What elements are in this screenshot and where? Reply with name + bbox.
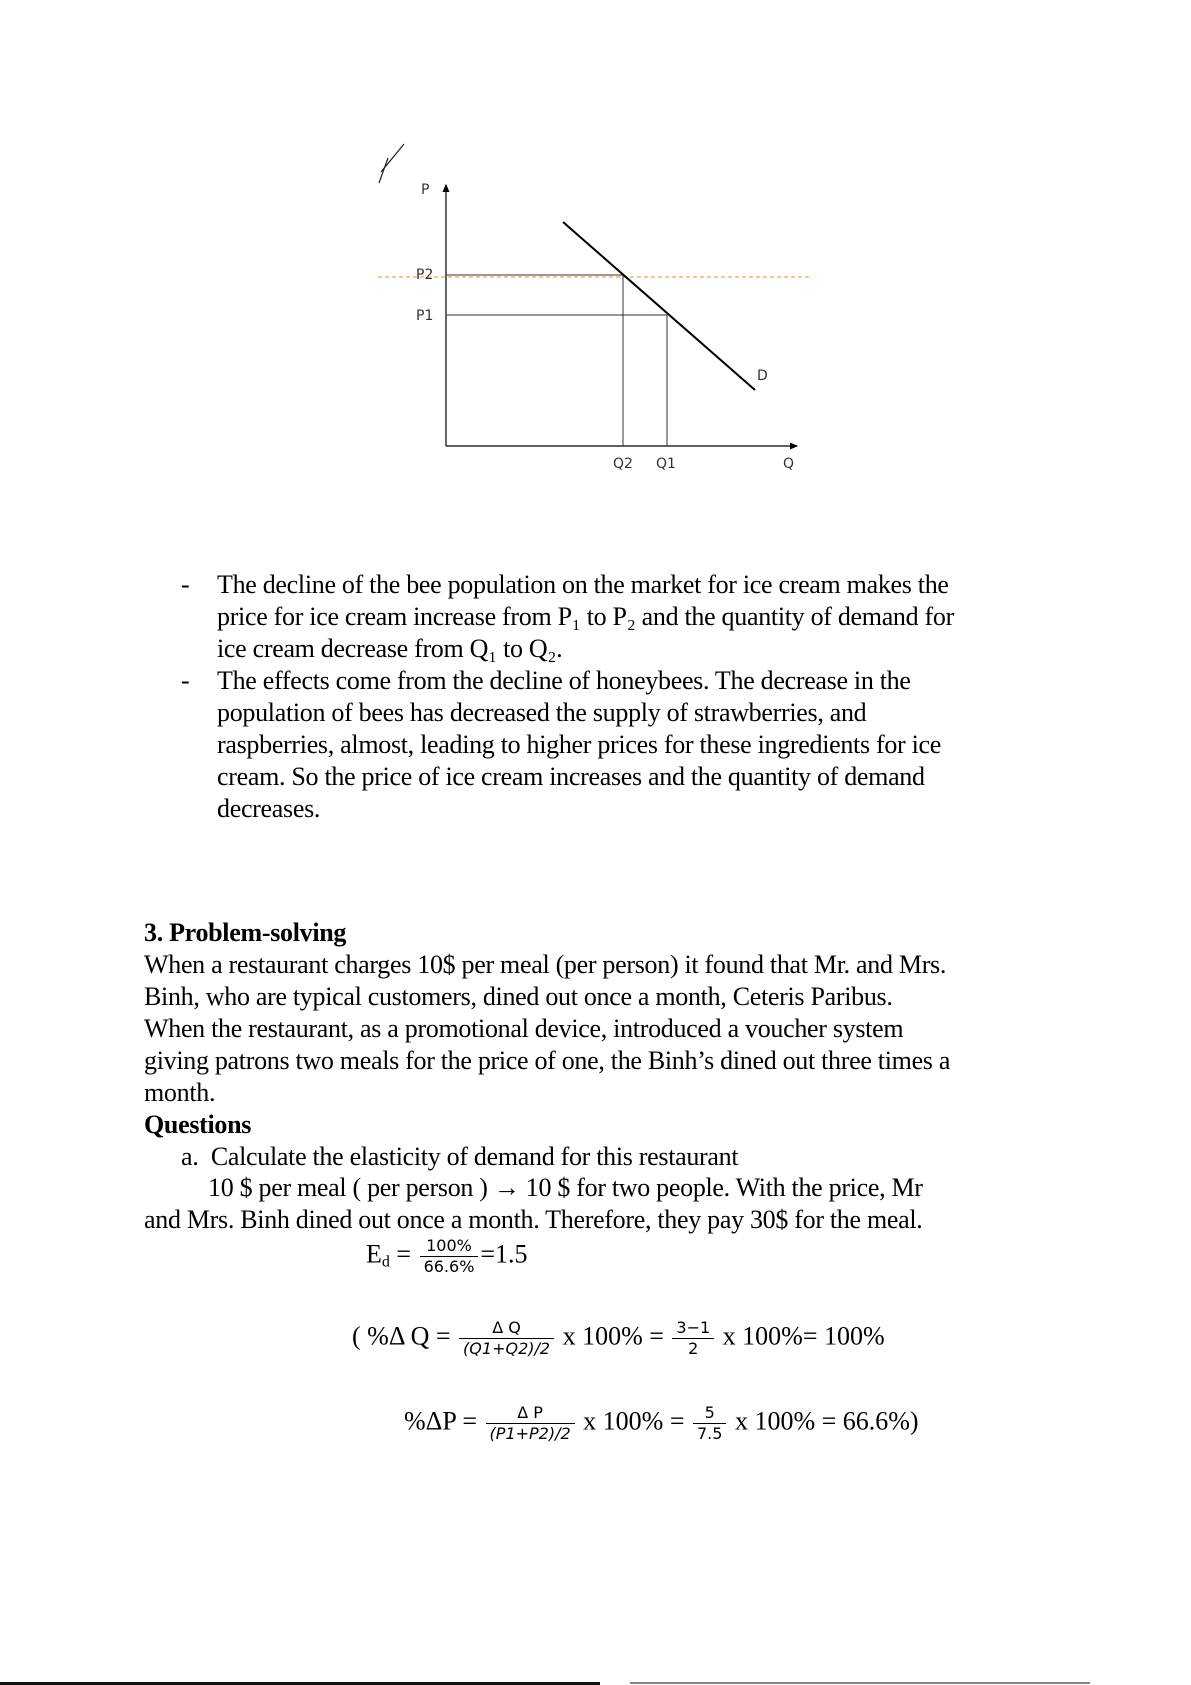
eq-prefix: %ΔP =	[404, 1406, 478, 1436]
eq-lhs: E	[366, 1239, 382, 1269]
eq-suffix: x 100%= 100%	[722, 1321, 885, 1351]
percent-change-q-equation	[352, 1318, 885, 1359]
answer-line: 10 $ per meal ( per person ) → 10 $ for two people. With the price, Mr	[208, 1173, 923, 1202]
demand-curve	[563, 222, 755, 390]
denominator: (P1+P2)/2	[489, 1424, 571, 1443]
numerator: 5	[693, 1403, 726, 1424]
problem-paragraph	[144, 949, 1064, 1109]
paragraph-line: month.	[144, 1078, 216, 1107]
fraction	[486, 1403, 575, 1444]
paragraph-line: giving patrons two meals for the price of one, the Binh’s dined out three times a	[144, 1046, 951, 1075]
bullet-line: The effects come from the decline of honeybees. The decrease in the	[217, 666, 911, 695]
paragraph-line: Binh, who are typical customers, dined out once a month, Ceteris Paribus.	[144, 982, 893, 1011]
paragraph-line: When a restaurant charges 10$ per meal (per person) it found that Mr. and Mrs.	[144, 950, 947, 979]
denominator: 66.6%	[423, 1257, 475, 1276]
eq-prefix: ( %Δ Q =	[352, 1321, 451, 1351]
x-axis-label: Q	[783, 456, 795, 472]
bullet-line: price for ice cream increase from P₁ to P₂ and the quantity of demand for	[217, 602, 954, 631]
bullet-line: ice cream decrease from Q₁ to Q₂.	[217, 634, 563, 663]
eq-mid: x 100% =	[583, 1406, 685, 1436]
fraction	[420, 1236, 479, 1277]
bullet-line: The decline of the bee population on the market for ice cream makes the	[217, 570, 949, 599]
bullet-line: population of bees has decreased the supply of strawberries, and	[217, 698, 867, 727]
check-mark-icon	[379, 144, 404, 183]
fraction	[459, 1318, 554, 1359]
eq-mid: x 100% =	[562, 1321, 664, 1351]
p2-label: P2	[416, 267, 434, 283]
questions-heading: Questions	[144, 1110, 252, 1139]
answer-line: and Mrs. Binh dined out once a month. Therefore, they pay 30$ for the meal.	[144, 1205, 923, 1234]
paragraph-line: When the restaurant, as a promotional device, introduced a voucher system	[144, 1014, 904, 1043]
eq-lhs-sub: d	[381, 1253, 390, 1271]
fraction	[693, 1403, 726, 1444]
elasticity-equation	[366, 1236, 528, 1277]
numerator: 3−1	[672, 1318, 714, 1339]
numerator: Δ Q	[459, 1318, 554, 1339]
eq-result: =1.5	[480, 1239, 528, 1269]
eq-suffix: x 100% = 66.6%)	[734, 1406, 919, 1436]
bullet-line: cream. So the price of ice cream increases and the quantity of demand	[217, 762, 925, 791]
numerator: 100%	[420, 1236, 479, 1257]
y-axis-label: P	[421, 182, 430, 198]
fraction	[672, 1318, 714, 1359]
bullet-marker: -	[181, 666, 190, 695]
bullet-line: raspberries, almost, leading to higher prices for these ingredients for ice	[217, 730, 942, 759]
section-heading: 3. Problem-solving	[144, 918, 347, 947]
eq-equals: =	[396, 1239, 412, 1269]
denominator: 2	[688, 1339, 699, 1358]
demand-diagram	[0, 0, 1191, 500]
numerator: Δ P	[486, 1403, 575, 1424]
page-bottom-edge	[630, 1682, 1090, 1684]
bullet-line: decreases.	[217, 794, 321, 823]
denominator: (Q1+Q2)/2	[463, 1339, 551, 1358]
p1-label: P1	[416, 308, 434, 324]
percent-change-p-equation	[404, 1403, 919, 1444]
bullet-marker: -	[181, 570, 190, 599]
question-a: a. Calculate the elasticity of demand for this restaurant	[181, 1142, 739, 1171]
curve-label-d: D	[757, 368, 768, 384]
q1-label: Q1	[656, 456, 676, 472]
q2-label: Q2	[613, 456, 633, 472]
denominator: 7.5	[697, 1424, 723, 1443]
